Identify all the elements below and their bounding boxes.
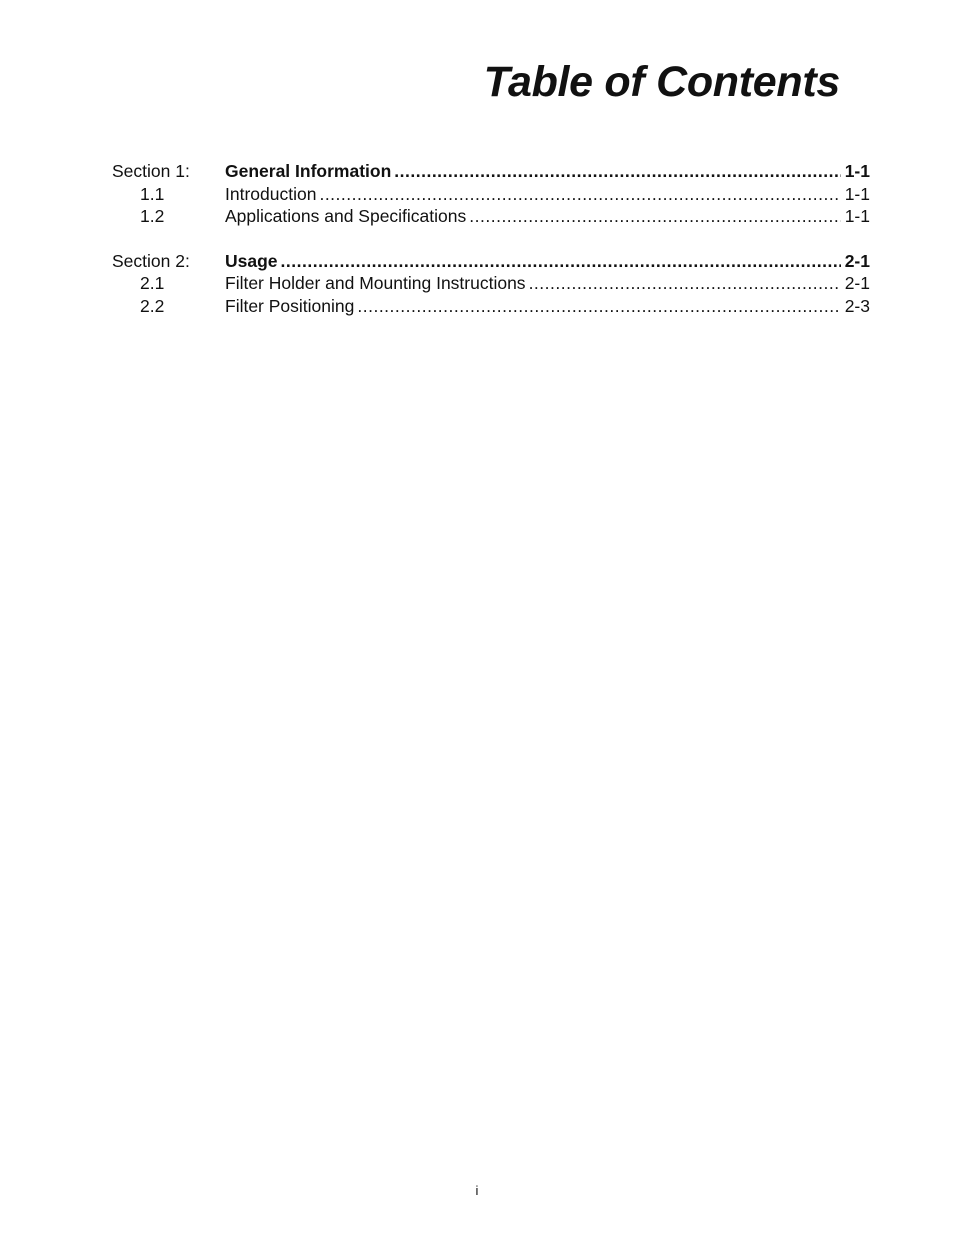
dot-leader — [529, 272, 841, 295]
toc-page-number: 1-1 — [844, 183, 870, 204]
toc-entry-2-2[interactable] — [112, 295, 870, 318]
dot-leader — [357, 295, 840, 318]
toc-entry-title: Filter Positioning — [225, 295, 355, 316]
toc-subsection-number: 2.2 — [140, 295, 165, 316]
dot-leader — [469, 205, 840, 228]
toc-entry-title: Filter Holder and Mounting Instructions — [225, 273, 526, 293]
toc-page-number: 1-1 — [844, 206, 870, 226]
toc-page-number: 2-3 — [844, 295, 870, 316]
toc-subsection-number: 2.1 — [140, 273, 165, 293]
toc-entry-title: Usage — [225, 250, 278, 271]
footer-page-number: i — [475, 1183, 479, 1198]
toc-entry-title: General Information — [225, 161, 392, 181]
toc-entry-title: Introduction — [225, 183, 317, 204]
toc-page-number: 2-1 — [844, 250, 870, 271]
toc-section-1 — [112, 160, 870, 228]
toc-entry-1-2[interactable] — [112, 205, 870, 228]
page-title: Table of Contents — [483, 58, 840, 106]
toc-entry-section-1[interactable] — [112, 160, 870, 183]
dot-leader — [319, 183, 840, 206]
toc-page-number: 2-1 — [844, 273, 870, 293]
toc-section-2 — [112, 250, 870, 318]
toc-entry-1-1[interactable] — [112, 183, 870, 206]
toc-subsection-number: 1.1 — [140, 183, 165, 204]
toc-page-number: 1-1 — [844, 161, 870, 181]
table-of-contents — [112, 160, 870, 339]
dot-leader — [394, 160, 840, 183]
dot-leader — [281, 250, 841, 273]
toc-section-number: Section 1: — [112, 161, 190, 181]
toc-subsection-number: 1.2 — [140, 206, 165, 226]
toc-entry-title: Applications and Specifications — [225, 206, 467, 226]
toc-section-number: Section 2: — [112, 250, 190, 271]
toc-entry-section-2[interactable] — [112, 250, 870, 273]
toc-entry-2-1[interactable] — [112, 272, 870, 295]
